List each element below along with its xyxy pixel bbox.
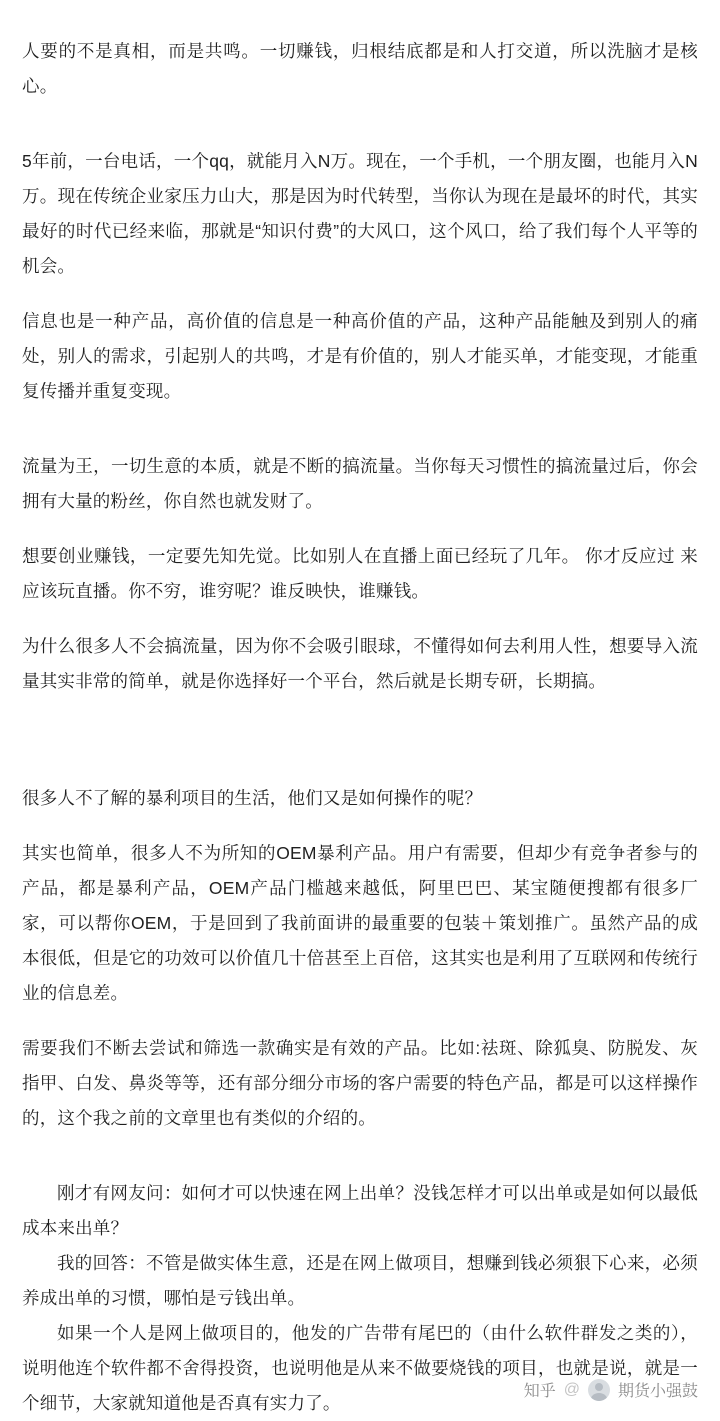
paragraph: 如果一个人是网上做项目的，他发的广告带有尾巴的（由什么软件群发之类的），说明他连个软件都不舍得投资，也说明他是从来不做要烧钱的项目，也就是说，就是一个细节，大家就知道他是否真有实力了。: [22, 1323, 698, 1413]
author-name[interactable]: 期货小强鼓: [617, 1383, 698, 1400]
paragraph: 5年前，一台电话，一个qq，就能月入N万。现在，一个手机，一个朋友圈，也能月入N万。现在传统企业家压力山大，那是因为时代转型，当你认为现在是最坏的时代，其实最好的时代已经来临，那就是“知识付费”的大风口，这个风口，给了我们每个人平等的机会。: [22, 151, 698, 276]
article-footer: [524, 1378, 698, 1401]
footer-separator: @: [563, 1380, 580, 1398]
paragraph: 人要的不是真相，而是共鸣。一切赚钱，归根结底都是和人打交道，所以洗脑才是核心。: [22, 41, 698, 96]
paragraph: 为什么很多人不会搞流量，因为你不会吸引眼球，不懂得如何去利用人性，想要导入流量其实非常的简单，就是你选择好一个平台，然后就是长期专研，长期搞。: [22, 636, 698, 691]
paragraph: 我的回答：不管是做实体生意，还是在网上做项目，想赚到钱必须狠下心来，必须养成出单的习惯，哪怕是亏钱出单。: [22, 1253, 698, 1308]
paragraph: 流量为王，一切生意的本质，就是不断的搞流量。当你每天习惯性的搞流量过后，你会拥有大量的粉丝，你自然也就发财了。: [22, 456, 698, 511]
section-divider: [22, 725, 698, 781]
zhihu-label: 知乎: [523, 1383, 556, 1400]
paragraph: 想要创业赚钱，一定要先知先觉。比如别人在直播上面已经玩了几年。 你才反应过 来应该玩直播。你不穷，谁穷呢？谁反映快，谁赚钱。: [22, 546, 698, 601]
zhihu-logo[interactable]: [524, 1378, 556, 1401]
paragraph: 其实也简单，很多人不为所知的OEM暴利产品。用户有需要，但却少有竞争者参与的产品，都是暴利产品，OEM产品门槛越来越低，阿里巴巴、某宝随便搜都有很多厂家，可以帮你OEM，于是回到了我前面讲的最重要的包装＋策划推广。虽然产品的成本很低，但是它的功效可以价值几十倍甚至上百倍，这其实也是利用了互联网和传统行业的信息差。: [22, 843, 698, 1003]
paragraph: 刚才有网友问：如何才可以快速在网上出单？没钱怎样才可以出单或是如何以最低成本来出单？: [22, 1183, 698, 1238]
paragraph: 信息也是一种产品，高价值的信息是一种高价值的产品，这种产品能触及到别人的痛处，别人的需求，引起别人的共鸣，才是有价值的，别人才能买单，才能变现，才能重复传播并重复变现。: [22, 311, 698, 401]
avatar: [588, 1379, 610, 1401]
paragraph: 需要我们不断去尝试和筛选一款确实是有效的产品。比如:祛斑、除狐臭、防脱发、灰指甲、白发、鼻炎等等，还有部分细分市场的客户需要的特色产品，都是可以这样操作的，这个我之前的文章里也有类似的介绍的。: [22, 1038, 698, 1128]
paragraph: 很多人不了解的暴利项目的生活，他们又是如何操作的呢？: [22, 788, 483, 808]
